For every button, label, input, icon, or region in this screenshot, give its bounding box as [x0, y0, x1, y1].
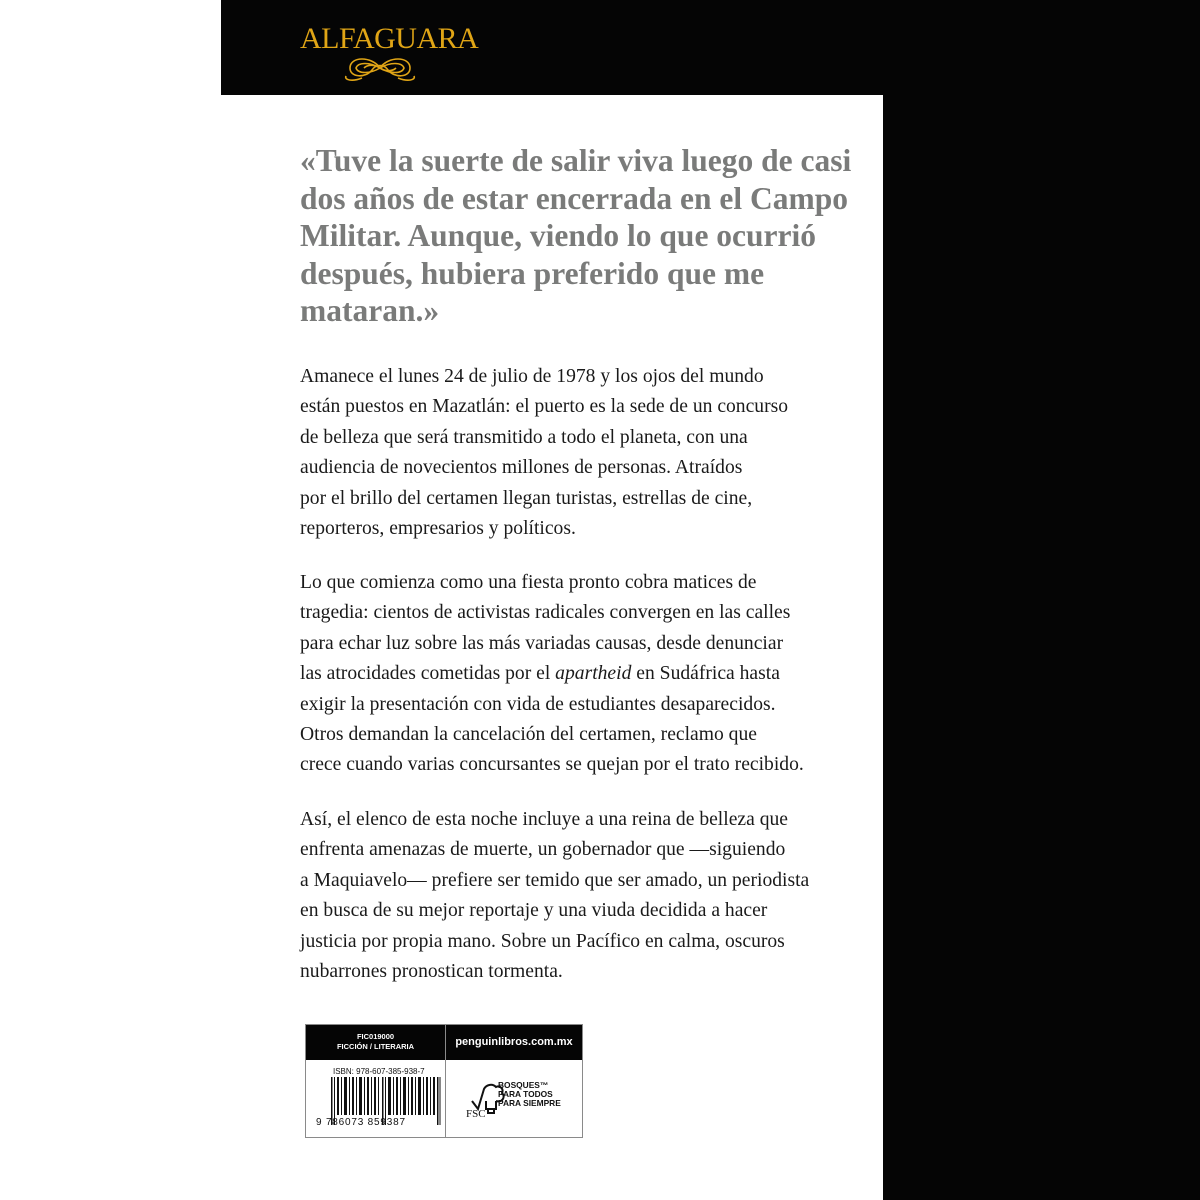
quote-line: después, hubiera preferido que me [300, 255, 765, 291]
text-line: Amanece el lunes 24 de julio de 1978 y los ojos del mundo [300, 366, 764, 387]
synopsis-paragraph-2 [300, 568, 860, 781]
publisher-logo [300, 22, 479, 82]
fsc-slogan-line: BOSQUES™ [498, 1080, 549, 1090]
text-segment: en Sudáfrica hasta [631, 663, 780, 685]
italic-term: apartheid [555, 663, 632, 685]
isbn-label: ISBN: 978-607-385-938-7 [333, 1067, 425, 1076]
text-line: tragedia: cientos de activistas radicales convergen en las calles [300, 602, 791, 624]
text-line: reporteros, empresarios y políticos. [300, 518, 576, 540]
quote-line: mataran.» [300, 293, 440, 329]
text-line: en busca de su mejor reportaje y una viuda decidida a hacer [300, 900, 768, 922]
text-line: están puestos en Mazatlán: el puerto es la sede de un concurso [300, 396, 789, 418]
barcode-digits: 9 786073 859387 [316, 1117, 406, 1128]
book-info-box [305, 1024, 583, 1138]
text-line: exigir la presentación con vida de estudiantes desaparecidos. [300, 693, 776, 715]
back-cover-quote [300, 142, 860, 330]
category-code: FIC019000 [356, 1032, 395, 1041]
synopsis-paragraph-3 [300, 805, 860, 987]
fsc-slogan-line: PARA TODOS [498, 1089, 553, 1099]
quote-line: «Tuve la suerte de salir viva luego de casi [300, 143, 852, 178]
category-name: FICCIÓN / LITERARIA [336, 1042, 415, 1051]
text-line: Así, el elenco de esta noche incluye a una reina de belleza que [300, 809, 788, 830]
category-header [306, 1025, 445, 1060]
publisher-panel [446, 1025, 582, 1137]
text-line: Lo que comienza como una fiesta pronto cobra matices de [300, 572, 757, 593]
fsc-slogan-line: PARA SIEMPRE [498, 1098, 561, 1108]
text-line [300, 659, 860, 689]
fsc-slogan [498, 1081, 561, 1108]
text-line: audiencia de novecientos millones de personas. Atraídos [300, 457, 743, 479]
text-line: crece cuando varias concursantes se quejan por el trato recibido. [300, 754, 804, 776]
publisher-name: ALFAGUARA [300, 22, 479, 55]
text-line: para echar luz sobre las más variadas causas, desde denunciar [300, 632, 784, 654]
text-line: nubarrones pronostican tormenta. [300, 961, 563, 983]
quote-line: dos años de estar encerrada en el Campo [300, 180, 849, 216]
website-label[interactable]: penguinlibros.com.mx [446, 1025, 582, 1060]
text-segment: las atrocidades cometidas por el [300, 663, 556, 685]
text-line: enfrenta amenazas de muerte, un gobernador que —siguiendo [300, 839, 786, 861]
synopsis-paragraph-1 [300, 362, 860, 544]
text-line: Otros demandan la cancelación del certamen, reclamo que [300, 724, 757, 746]
fsc-label: FSC [466, 1108, 486, 1120]
text-line: por el brillo del certamen llegan turistas, estrellas de cine, [300, 487, 753, 509]
isbn-panel [306, 1025, 446, 1137]
quote-line: Militar. Aunque, viendo lo que ocurrió [300, 218, 817, 254]
text-line: a Maquiavelo— prefiere ser temido que ser amado, un periodista [300, 869, 810, 891]
flourish-icon [342, 54, 418, 82]
text-line: de belleza que será transmitido a todo el planeta, con una [300, 426, 748, 448]
cover-spine-strip [883, 95, 1200, 1200]
text-line: justicia por propia mano. Sobre un Pacífico en calma, oscuros [300, 930, 785, 952]
